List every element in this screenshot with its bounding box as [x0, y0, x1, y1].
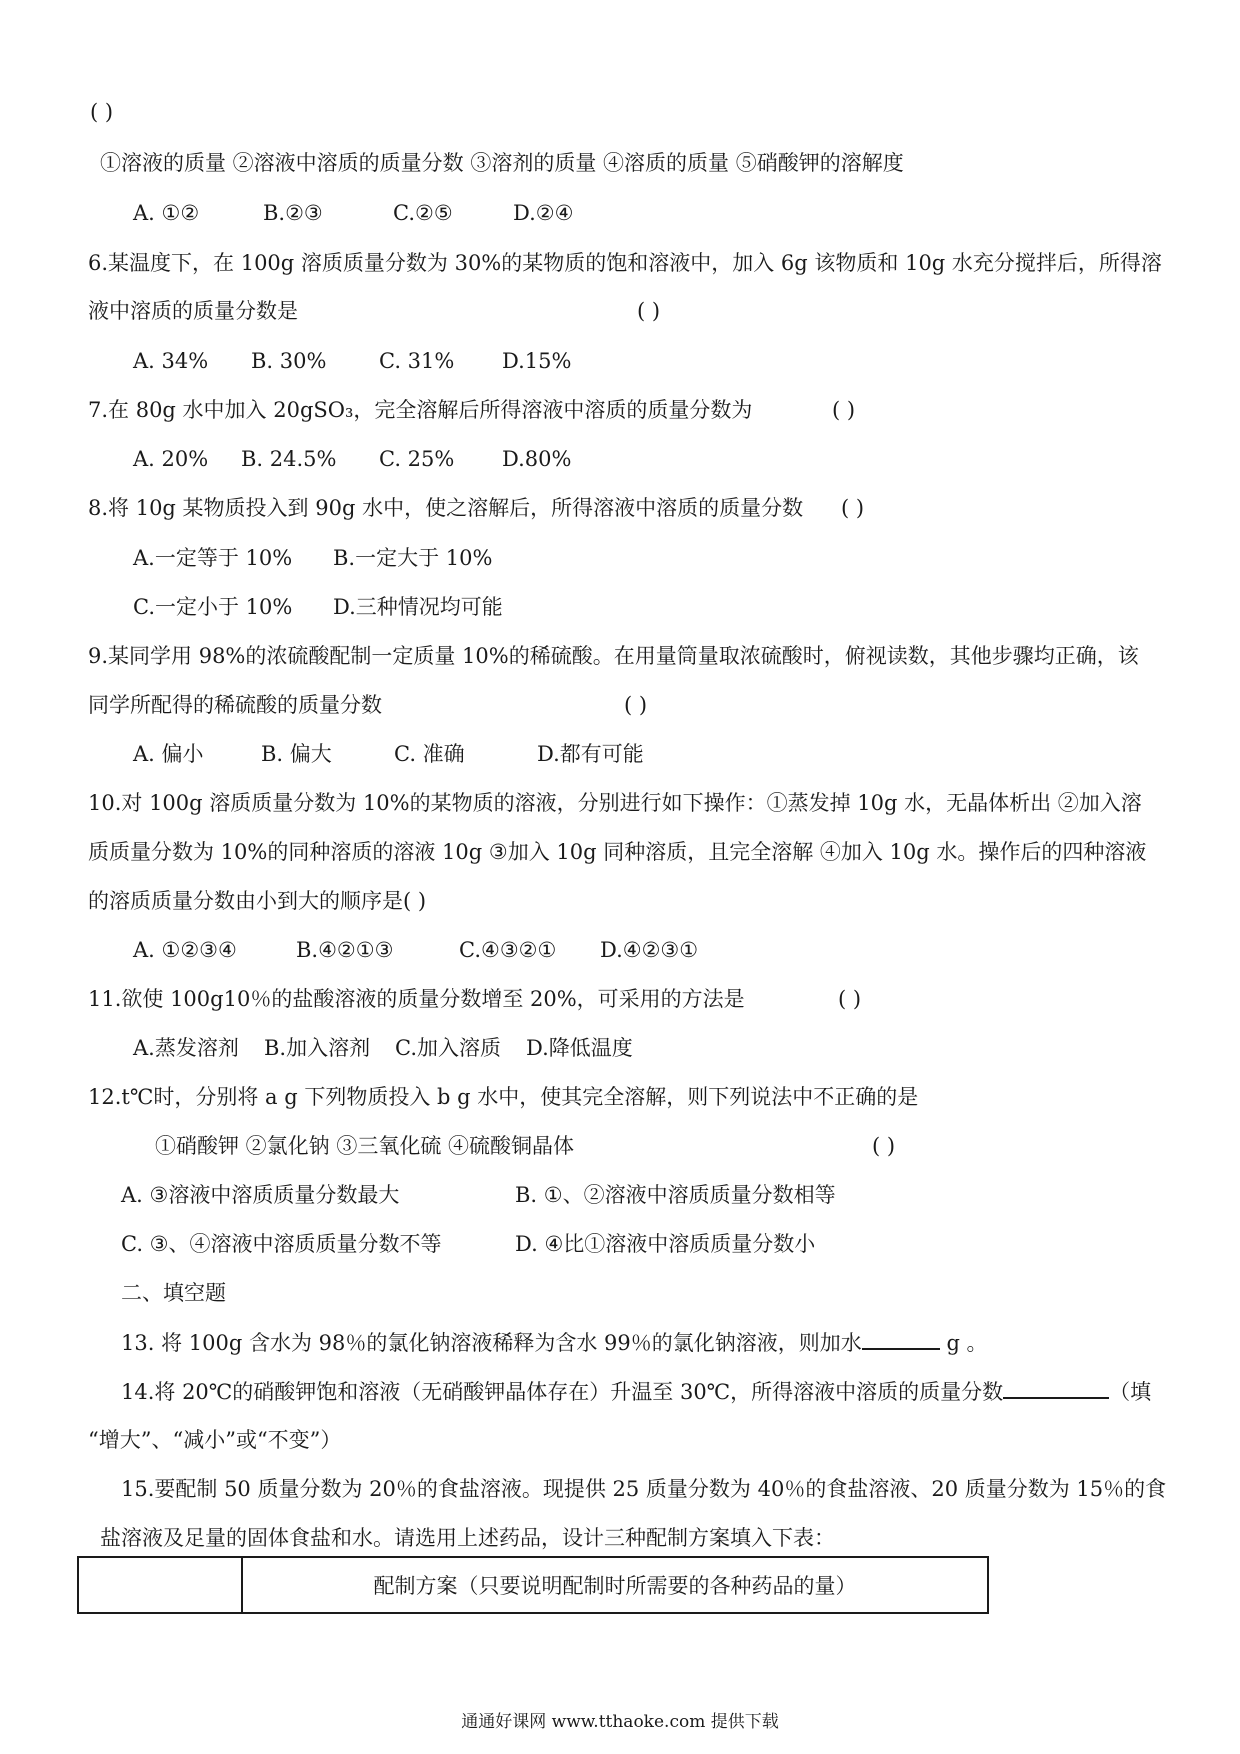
q14-line1	[121, 1377, 1151, 1406]
q15-line1: 15.要配制 50 质量分数为 20％的食盐溶液。现提供 25 质量分数为 40％的食盐溶液、20 质量分数为 15％的食	[121, 1477, 1167, 1501]
q8-option-c: C.一定小于 10%	[133, 595, 293, 619]
q14-line2: “增大”、“减小”或“不变”）	[88, 1428, 342, 1452]
q9-option-d: D.都有可能	[537, 742, 644, 766]
q5-option-c: C.②⑤	[393, 201, 453, 225]
q11-line1: 11.欲使 100g10％的盐酸溶液的质量分数增至 20%，可采用的方法是	[88, 987, 745, 1011]
q10-option-c: C.④③②①	[459, 938, 557, 962]
q6-line2: 液中溶质的质量分数是	[88, 299, 298, 323]
q7-options	[133, 445, 571, 473]
q5-options	[133, 199, 573, 227]
q14-answer-blank[interactable]	[1003, 1377, 1109, 1399]
q10-option-b: B.④②①③	[296, 938, 394, 962]
q11-option-d: D.降低温度	[526, 1036, 633, 1060]
q10-option-d: D.④②③①	[600, 938, 699, 962]
q6-option-c: C. 31%	[379, 349, 455, 373]
q12-line1: 12.t℃时，分别将 a g 下列物质投入 b g 水中，使其完全溶解，则下列说法中不正确的是	[88, 1085, 919, 1109]
q8-option-a: A.一定等于 10%	[133, 546, 293, 570]
table-row	[78, 1557, 988, 1613]
q11-options	[133, 1034, 633, 1062]
q6-option-a: A. 34%	[133, 349, 209, 373]
q5-option-b: B.②③	[263, 201, 323, 225]
q8-paren: ( )	[841, 496, 865, 520]
q8-options-row1	[133, 544, 492, 572]
q8-option-d: D.三种情况均可能	[333, 595, 503, 619]
q13-answer-blank[interactable]	[862, 1328, 940, 1350]
q5-paren: ( )	[90, 100, 114, 124]
q9-line1: 9.某同学用 98%的浓硫酸配制一定质量 10%的稀硫酸。在用量筒量取浓硫酸时，俯视读数，其他步骤均正确，该	[88, 644, 1139, 668]
q5-option-d: D.②④	[513, 201, 574, 225]
q7-paren: ( )	[832, 398, 856, 422]
plan-table	[77, 1556, 989, 1614]
q12-option-b: B. ①、②溶液中溶质质量分数相等	[515, 1183, 836, 1207]
q7-line1: 7.在 80g 水中加入 20gSO₃，完全溶解后所得溶液中溶质的质量分数为	[88, 398, 753, 422]
q13-text: 13. 将 100g 含水为 98％的氯化钠溶液稀释为含水 99％的氯化钠溶液，则加水	[121, 1331, 862, 1355]
table-header-plan: 配制方案（只要说明配制时所需要的各种药品的量）	[242, 1557, 988, 1613]
q9-line2: 同学所配得的稀硫酸的质量分数	[88, 693, 382, 717]
q13-unit: g 。	[946, 1331, 988, 1355]
q9-paren: ( )	[624, 693, 648, 717]
q7-option-a: A. 20%	[133, 447, 209, 471]
q8-option-b: B.一定大于 10%	[333, 546, 493, 570]
page-footer: 通通好课网 www.tthaoke.com 提供下载	[461, 1712, 779, 1732]
q11-option-a: A.蒸发溶剂	[133, 1036, 239, 1060]
q10-line3: 的溶质质量分数由小到大的顺序是( )	[88, 889, 427, 913]
q12-option-c: C. ③、④溶液中溶质质量分数不等	[121, 1232, 442, 1256]
q10-line2: 质质量分数为 10%的同种溶质的溶液 10g ③加入 10g 同种溶质，且完全溶解 ④加入 10g 水。操作后的四种溶液	[88, 840, 1147, 864]
q12-option-a: A. ③溶液中溶质质量分数最大	[121, 1183, 400, 1207]
q6-paren: ( )	[637, 299, 661, 323]
q7-option-b: B. 24.5%	[241, 447, 337, 471]
q9-option-c: C. 准确	[394, 742, 465, 766]
q9-options	[133, 740, 644, 768]
q8-options-row2	[133, 593, 503, 621]
q9-option-a: A. 偏小	[133, 742, 204, 766]
q7-option-d: D.80%	[502, 447, 572, 471]
q11-paren: ( )	[838, 987, 862, 1011]
q6-option-b: B. 30%	[251, 349, 327, 373]
q6-option-d: D.15%	[502, 349, 572, 373]
q11-option-c: C.加入溶质	[395, 1036, 501, 1060]
q12-items: ①硝酸钾 ②氯化钠 ③三氧化硫 ④硫酸铜晶体	[155, 1134, 575, 1158]
q10-option-a: A. ①②③④	[133, 938, 237, 962]
q10-line1: 10.对 100g 溶质质量分数为 10%的某物质的溶液，分别进行如下操作：①蒸发掉 10g 水，无晶体析出 ②加入溶	[88, 791, 1142, 815]
q5-option-a: A. ①②	[133, 201, 200, 225]
q12-paren: ( )	[872, 1134, 896, 1158]
section-title: 二、填空题	[121, 1281, 226, 1305]
q15-line2: 盐溶液及足量的固体食盐和水。请选用上述药品，设计三种配制方案填入下表：	[100, 1526, 835, 1550]
table-cell-empty	[78, 1557, 242, 1613]
q7-option-c: C. 25%	[379, 447, 455, 471]
q13-line	[121, 1328, 988, 1357]
q10-options	[133, 936, 698, 964]
q12-option-d: D. ④比①溶液中溶质质量分数小	[515, 1232, 816, 1256]
q5-items: ①溶液的质量 ②溶液中溶质的质量分数 ③溶剂的质量 ④溶质的质量 ⑤硝酸钾的溶解度	[100, 151, 904, 175]
q14-text: 14.将 20℃的硝酸钾饱和溶液（无硝酸钾晶体存在）升温至 30℃，所得溶液中溶质的质量分数	[121, 1380, 1004, 1404]
q14-after: （填	[1109, 1380, 1152, 1404]
q9-option-b: B. 偏大	[261, 742, 332, 766]
q6-options	[133, 347, 571, 375]
q11-option-b: B.加入溶剂	[264, 1036, 371, 1060]
q6-line1: 6.某温度下，在 100g 溶质质量分数为 30%的某物质的饱和溶液中，加入 6g 该物质和 10g 水充分搅拌后，所得溶	[88, 251, 1162, 275]
q8-line1: 8.将 10g 某物质投入到 90g 水中，使之溶解后，所得溶液中溶质的质量分数	[88, 496, 804, 520]
